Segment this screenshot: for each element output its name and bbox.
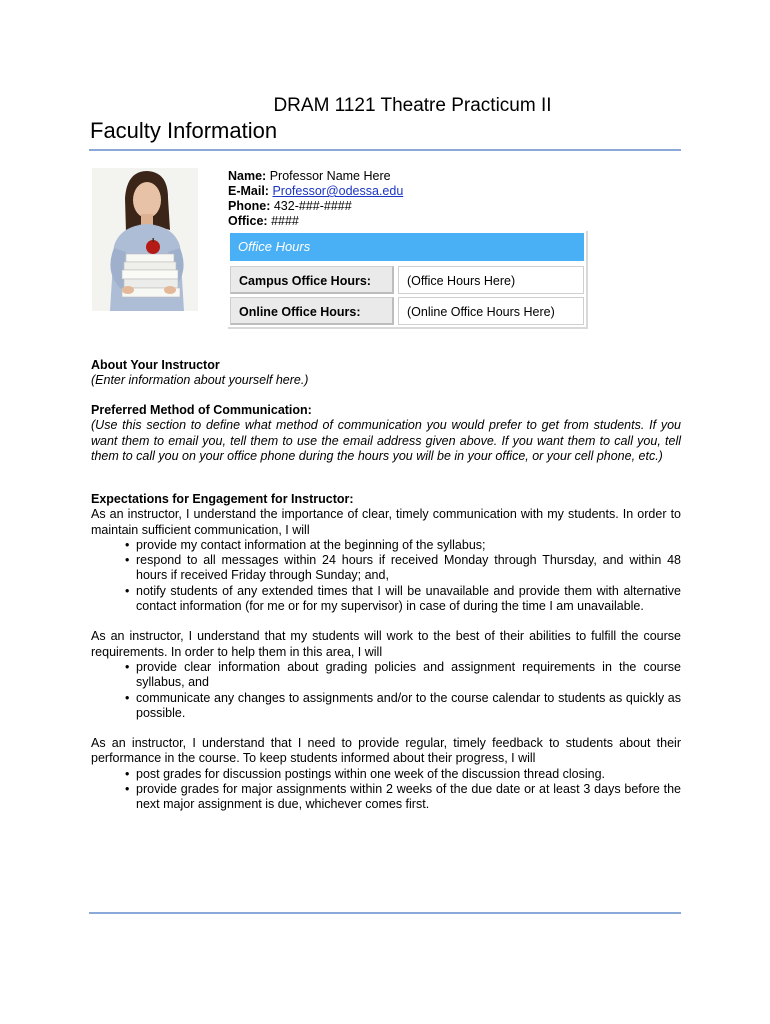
phone-value: 432-###-####	[273, 199, 352, 213]
section-heading: Faculty Information	[90, 118, 278, 143]
expectations-list-1	[91, 538, 681, 614]
contact-name	[228, 169, 403, 184]
name-label: Name:	[228, 169, 267, 183]
expectations-intro-1: As an instructor, I understand the importance of clear, timely communication with my students. In order to maintain sufficient communication, I will	[91, 507, 681, 537]
office-value: ####	[271, 214, 299, 228]
about-text: (Enter information about yourself here.)	[91, 373, 309, 388]
communication-text: (Use this section to define what method of communication you would prefer to get from students. If you want them to email you, tell them to use the email address given above. If you want them to call you, tell them to call you on your office phone during the hours you will be in your office, or your cell phone, etc.)	[91, 418, 681, 463]
bottom-divider	[89, 912, 681, 914]
list-item: • provide clear information about grading policies and assignment requirements in the course syllabus, and	[136, 660, 681, 691]
about-section	[91, 358, 681, 389]
email-link[interactable]: Professor@odessa.edu	[272, 184, 404, 198]
about-heading: About Your Instructor	[91, 358, 220, 372]
list-item: • respond to all messages within 24 hours if received Monday through Thursday, and within 48 hours if received Friday through Sunday; and,	[136, 553, 681, 584]
contact-email	[228, 184, 403, 199]
list-item: • post grades for discussion postings within one week of the discussion thread closing.	[136, 767, 681, 782]
office-hours-header: Office Hours	[230, 233, 584, 261]
contact-phone	[228, 199, 403, 214]
list-item: • communicate any changes to assignments and/or to the course calendar to students as quickly as possible.	[136, 691, 681, 722]
expectations-heading: Expectations for Engagement for Instructor:	[91, 492, 354, 506]
instructor-photo-icon	[92, 168, 198, 311]
expectations-section	[91, 492, 681, 813]
instructor-photo	[92, 168, 198, 311]
contact-office	[228, 214, 403, 229]
name-value: Professor Name Here	[269, 169, 391, 183]
expectations-list-3	[91, 767, 681, 813]
course-title: DRAM 1121 Theatre Practicum II	[273, 95, 552, 116]
list-item: • provide grades for major assignments within 2 weeks of the due date or at least 3 days before the next major assignment is due, whichever comes first.	[136, 782, 681, 813]
online-hours-value: (Online Office Hours Here)	[398, 297, 584, 325]
office-label: Office:	[228, 214, 268, 228]
online-hours-label: Online Office Hours:	[230, 297, 394, 325]
phone-label: Phone:	[228, 199, 271, 213]
contact-info	[228, 169, 403, 229]
campus-hours-label: Campus Office Hours:	[230, 266, 394, 294]
expectations-intro-2: As an instructor, I understand that my students will work to the best of their abilities to fulfill the course requirements. In order to help them in this area, I will	[91, 629, 681, 659]
list-item: • notify students of any extended times that I will be unavailable and provide them with alternative contact information (for me or for my supervisor) in case of during the time I am unavailable.	[136, 584, 681, 615]
expectations-intro-3: As an instructor, I understand that I need to provide regular, timely feedback to students about their performance in the course. To keep students informed about their progress, I will	[91, 736, 681, 766]
top-divider	[89, 149, 681, 151]
list-item: • provide my contact information at the beginning of the syllabus;	[136, 538, 681, 553]
email-label: E-Mail:	[228, 184, 269, 198]
communication-section	[91, 403, 681, 464]
expectations-list-2	[91, 660, 681, 721]
communication-heading: Preferred Method of Communication:	[91, 403, 312, 417]
office-hours-table	[228, 231, 588, 329]
campus-hours-value: (Office Hours Here)	[398, 266, 584, 294]
